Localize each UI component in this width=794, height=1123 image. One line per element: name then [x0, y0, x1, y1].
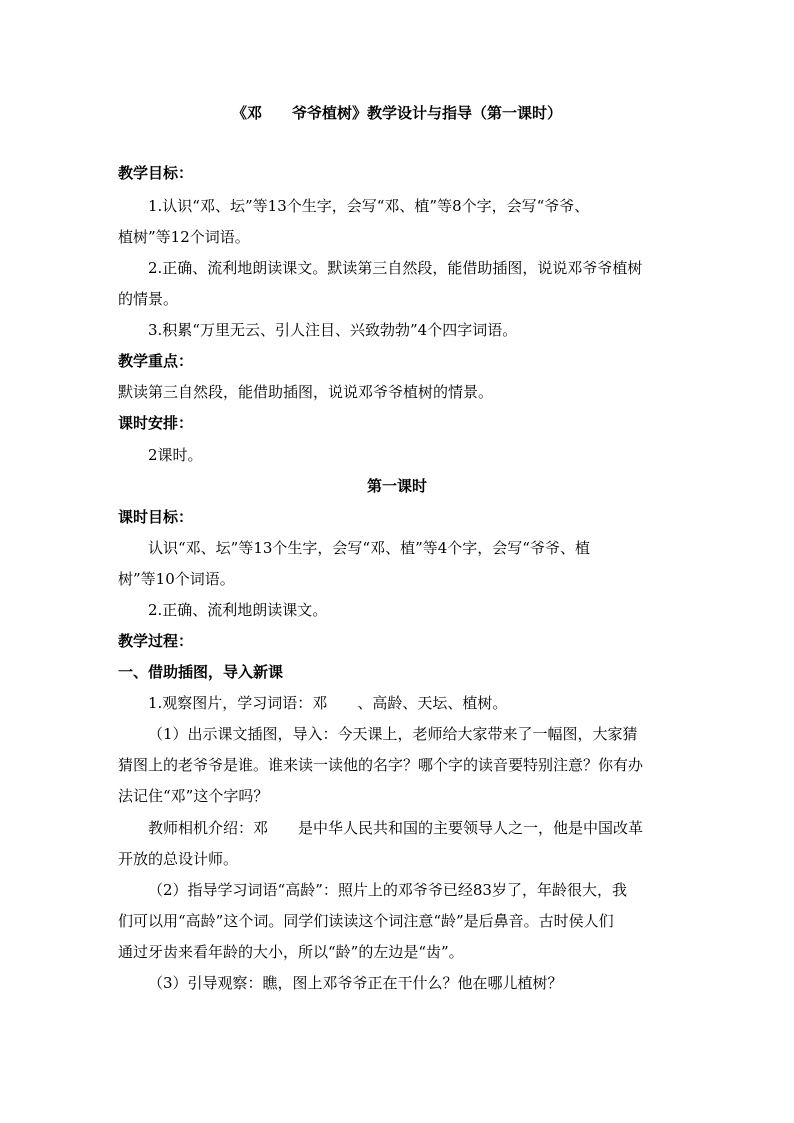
document-title: 《邓 爷爷植树》教学设计与指导（第一课时） — [231, 104, 562, 122]
section-1-heading: 一、借助插图，导入新课 — [118, 663, 284, 681]
goal-3: 3.积累“万里无云、引人注目、兴致勃勃”4个四字词语。 — [148, 321, 518, 339]
goal-2-line-2: 的情景。 — [118, 290, 179, 308]
teacher-intro-line-2: 开放的总设计师。 — [118, 850, 239, 868]
step-1-2-line-3: 通过牙齿来看年龄的大小，所以“龄”的左边是“齿”。 — [118, 943, 464, 961]
step-1-3: （3）引导观察：瞧，图上邓爷爷正在干什么？他在哪儿植树？ — [148, 974, 563, 992]
step-1-1-line-1: （1）出示课文插图，导入：今天课上，老师给大家带来了一幅图，大家猜 — [148, 725, 638, 743]
goals-heading: 教学目标： — [118, 164, 194, 182]
key-text: 默读第三自然段，能借助插图，说说邓爷爷植树的情景。 — [118, 383, 494, 401]
goal-1-line-1: 1.认识“邓、坛”等13个生字，会写“邓、植”等8个字，会写“爷爷、 — [148, 197, 590, 215]
lesson-goal-1-line-2: 树”等10个词语。 — [118, 570, 235, 588]
schedule-text: 2课时。 — [148, 446, 203, 464]
goal-1-line-2: 植树”等12个词语。 — [118, 228, 250, 246]
step-1-2-line-1: （2）指导学习词语“高龄”：照片上的邓爷爷已经83岁了，年龄很大，我 — [148, 881, 627, 899]
lesson-goal-2: 2.正确、流利地朗读课文。 — [148, 601, 328, 619]
step-1: 1.观察图片，学习词语：邓 、高龄、天坛、植树。 — [148, 694, 508, 712]
teacher-intro-line-1: 教师相机介绍：邓 是中华人民共和国的主要领导人之一，他是中国改革 — [148, 819, 644, 837]
lesson-goals-heading: 课时目标： — [118, 508, 194, 526]
schedule-heading: 课时安排： — [118, 414, 194, 432]
lesson-goal-1-line-1: 认识“邓、坛”等13个生字，会写“邓、植”等4个字，会写“爷爷、植 — [148, 539, 590, 557]
lesson-heading: 第一课时 — [366, 477, 427, 495]
step-1-1-line-3: 法记住“邓”这个字吗？ — [118, 787, 269, 805]
step-1-2-line-2: 们可以用“高龄”这个词。同学们读读这个词注意“龄”是后鼻音。古时侯人们 — [118, 912, 614, 930]
process-heading: 教学过程： — [118, 632, 194, 650]
key-heading: 教学重点： — [118, 352, 194, 370]
step-1-1-line-2: 猜图上的老爷爷是谁。谁来读一读他的名字？哪个字的读音要特别注意？你有办 — [118, 756, 644, 774]
goal-2-line-1: 2.正确、流利地朗读课文。默读第三自然段，能借助插图，说说邓爷爷植树 — [148, 259, 643, 277]
